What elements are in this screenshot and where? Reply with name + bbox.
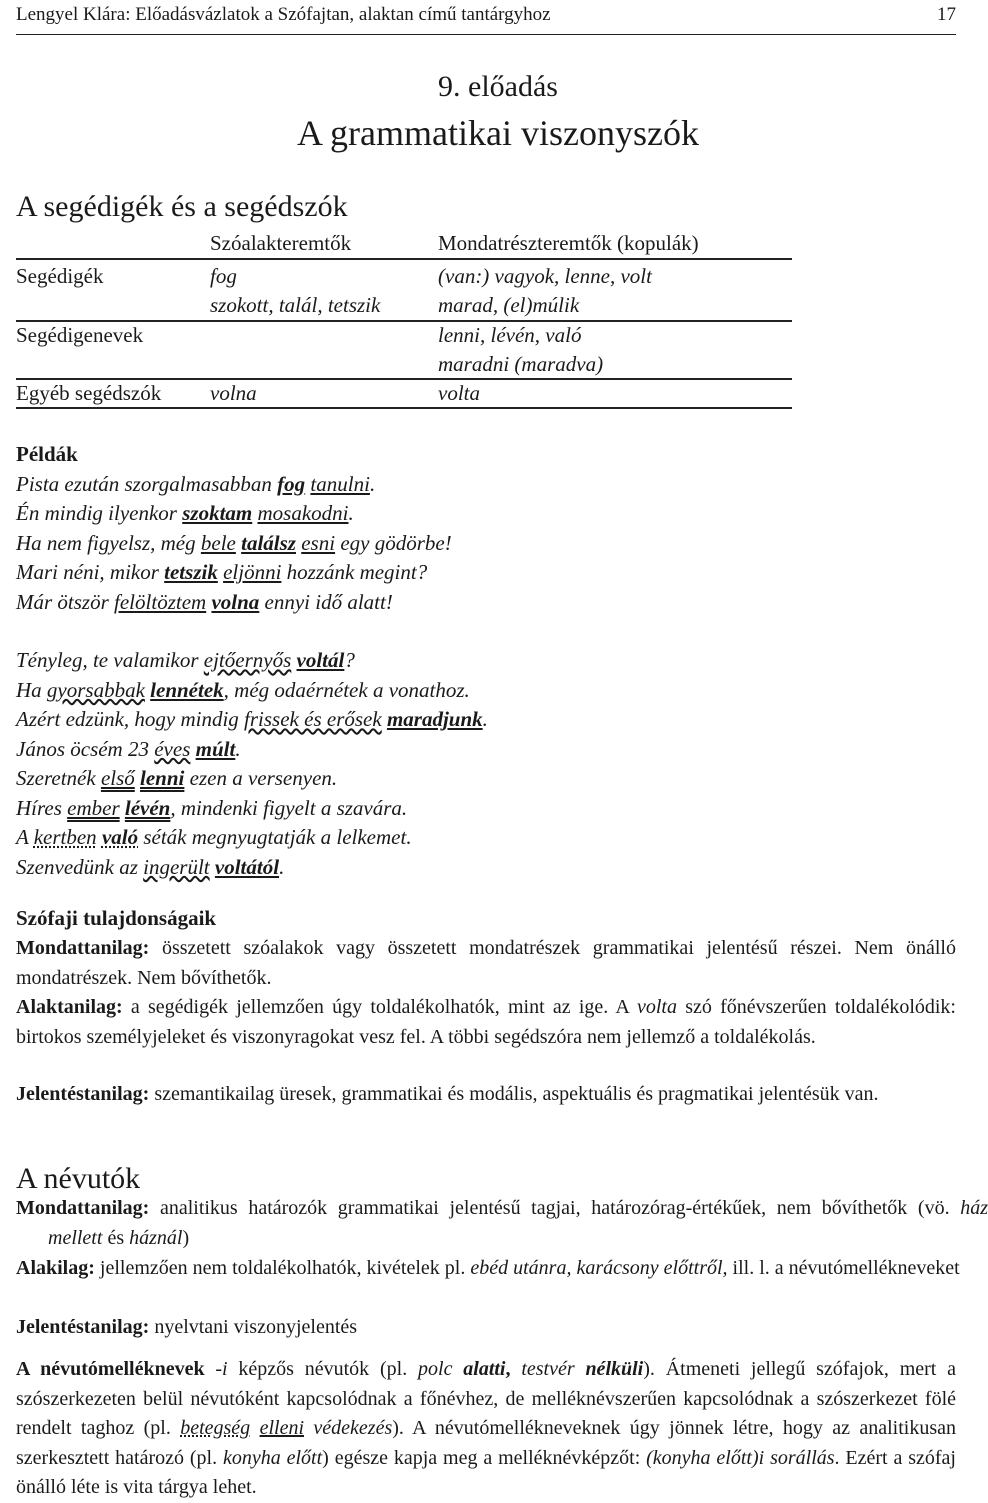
table-divider (16, 407, 792, 409)
header-divider (16, 34, 956, 35)
lecture-number: 9. előadás (438, 70, 558, 103)
example-line: Mari néni, mikor tetszik eljönni hozzánk megint? (16, 560, 428, 584)
paragraph-nevutok-jelentestanilag: Jelentéstanilag: nyelvtani viszonyjelentés (16, 1316, 358, 1338)
example-line: Híres ember lévén, mindenki figyelt a szavára. (16, 795, 408, 820)
col-header-2: Mondatrészteremtők (kopulák) (438, 231, 699, 255)
paragraph-jelentestanilag: Jelentéstanilag: szemantikailag üresek, grammatikai és modális, aspektuális és pragmatikai jelentésük van. (16, 1083, 879, 1105)
table-cell: lenni, lévén, való (438, 323, 582, 347)
row-label: Segédigenevek (16, 323, 144, 347)
example-line: Azért edzünk, hogy mindig frissek és erősek maradjunk. (16, 707, 488, 731)
example-line: Már ötször felöltöztem volna ennyi idő alatt! (16, 589, 393, 614)
example-line: Szeretnék első lenni ezen a versenyen. (16, 766, 338, 790)
example-line: Ha nem figyelsz, még bele találsz esni egy gödörbe! (16, 530, 452, 555)
row-label: Segédigék (16, 264, 104, 288)
paragraph-mondattanilag: Mondattanilag: összetett szóalakok vagy összetett mondatrészek grammatikai jelentésű részei. Nem önálló mondatrészek. Nem bővíthetők. (16, 937, 956, 989)
example-line: Én mindig ilyenkor szoktam mosakodni. (16, 501, 354, 525)
table-cell: fog (210, 264, 237, 288)
examples-block (16, 440, 452, 617)
example-line: Pista ezután szorgalmasabban fog tanulni. (16, 471, 376, 496)
table-cell: maradni (maradva) (438, 352, 604, 376)
table-divider (16, 258, 792, 260)
section-title: A segédigék és a segédszók (16, 190, 348, 223)
example-line: Szenvedünk az ingerült voltától. (16, 854, 285, 879)
example-line: Ha gyorsabbak lennétek, még odaérnétek a vonathoz. (16, 677, 470, 702)
paragraph-alaktanilag: Alaktanilag: a segédigék jellemzően úgy toldalékolhatók, mint az ige. A volta szó főnévszerűen toldalékolódik: birtokos személyjeleket és viszonyragokat vesz fel. A többi segédszóra nem jellemző a toldalékolás. (16, 996, 956, 1048)
col-header-1: Szóalakteremtők (210, 231, 352, 255)
paragraph-nevutomellekneve: A névutómelléknevek -i képzős névutók (pl. polc alatti, testvér nélküli). Átmeneti jellegű szófajok, mert a szószerkezeten belül névutóként kapcsolódnak a főnévhez, de melléknévszerűen kapcsolódnak a szószerkezet fölé rendelt taghoz (pl. betegség elleni védekezés). A névutómellékneveknek úgy jönnek létre, hogy az analitikusan szerkesztett határozó (pl. konyha előtt) egésze kapja meg a melléknévképzőt: (konyha előtt)i sorállás. Ezért a szófaj önálló léte is vita tárgya lehet. (16, 1358, 957, 1498)
table-divider (16, 378, 792, 380)
paragraph-nevutok-alakilag: Alakilag: jellemzően nem toldalékolhatók, kivételek pl. ebéd utánra, karácsony előttről, ill. l. a névutómellékneveket (16, 1257, 960, 1279)
properties-title: Szófaji tulajdonságaik (16, 906, 217, 930)
table-cell: volta (438, 381, 480, 405)
table-cell: marad, (el)múlik (438, 293, 580, 317)
example-line: János öcsém 23 éves múlt. (16, 736, 241, 761)
paragraph-nevutok-mondattanilag: Mondattanilag: analitikus határozók grammatikai jelentésű tagjai, határozórag-értékűek, nem bővíthetők (vö. ház mellett és háznál) (16, 1197, 988, 1249)
table-cell: (van:) vagyok, lenne, volt (438, 264, 652, 288)
table-divider (16, 320, 792, 322)
examples-title: Példák (16, 442, 78, 466)
row-label: Egyéb segédszók (16, 381, 162, 405)
examples-block-2 (16, 646, 488, 882)
table-cell: volna (210, 381, 257, 405)
page-header (16, 4, 956, 30)
table-cell: szokott, talál, tetszik (210, 293, 381, 317)
example-line: Tényleg, te valamikor ejtőernyős voltál? (16, 648, 355, 672)
example-line: A kertben való séták megnyugtatják a lelkemet. (16, 825, 412, 849)
nevutok-title: A névutók (16, 1162, 141, 1195)
lecture-title: A grammatikai viszonyszók (297, 113, 699, 153)
header-title: Lengyel Klára: Előadásvázlatok a Szófajtan, alaktan című tantárgyhoz (16, 4, 551, 25)
page-number: 17 (937, 4, 956, 25)
